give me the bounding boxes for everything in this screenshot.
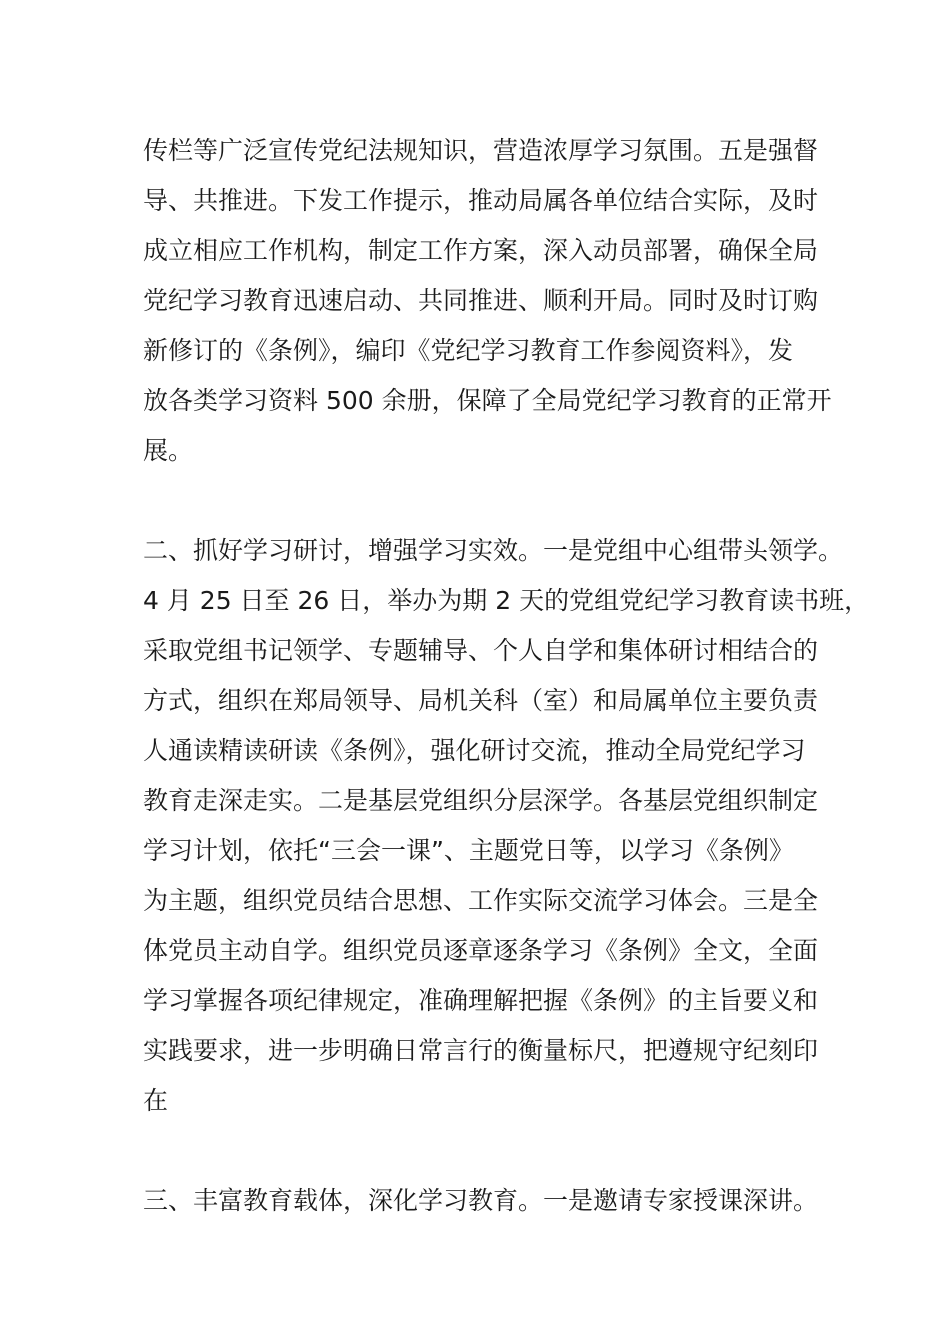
text-line: 4 月 25 日至 26 日，举办为期 2 天的党组党纪学习教育读书班， (143, 586, 870, 615)
text-line: 在 (143, 1086, 169, 1115)
text-line: 传栏等广泛宣传党纪法规知识，营造浓厚学习氛围。五是强督 (143, 136, 819, 165)
text-line: 体党员主动自学。组织党员逐章逐条学习《条例》全文，全面 (143, 936, 819, 965)
text-line: 放各类学习资料 500 余册，保障了全局党纪学习教育的正常开 (143, 386, 832, 415)
text-line: 党纪学习教育迅速启动、共同推进、顺利开局。同时及时订购 (143, 286, 819, 315)
text-line: 二、抓好学习研讨，增强学习实效。一是党组中心组带头领学。 (143, 536, 844, 565)
text-line: 成立相应工作机构，制定工作方案，深入动员部署，确保全局 (143, 236, 819, 265)
text-line: 导、共推进。下发工作提示，推动局属各单位结合实际，及时 (143, 186, 819, 215)
text-line: 方式，组织在郑局领导、局机关科（室）和局属单位主要负责 (143, 686, 819, 715)
text-line: 新修订的《条例》，编印《党纪学习教育工作参阅资料》，发 (143, 336, 794, 365)
text-line: 采取党组书记领学、专题辅导、个人自学和集体研讨相结合的 (143, 636, 819, 665)
text-line: 学习计划，依托“三会一课”、主题党日等，以学习《条例》 (143, 836, 794, 865)
text-line: 学习掌握各项纪律规定，准确理解把握《条例》的主旨要义和 (143, 986, 819, 1015)
text-line: 人通读精读研读《条例》，强化研讨交流，推动全局党纪学习 (143, 736, 806, 765)
text-line: 为主题，组织党员结合思想、工作实际交流学习体会。三是全 (143, 886, 819, 915)
text-line: 展。 (143, 436, 194, 465)
text-line: 三、丰富教育载体，深化学习教育。一是邀请专家授课深讲。 (143, 1186, 819, 1215)
text-line: 教育走深走实。二是基层党组织分层深学。各基层党组织制定 (143, 786, 819, 815)
text-line: 实践要求，进一步明确日常言行的衡量标尺，把遵规守纪刻印 (143, 1036, 819, 1065)
